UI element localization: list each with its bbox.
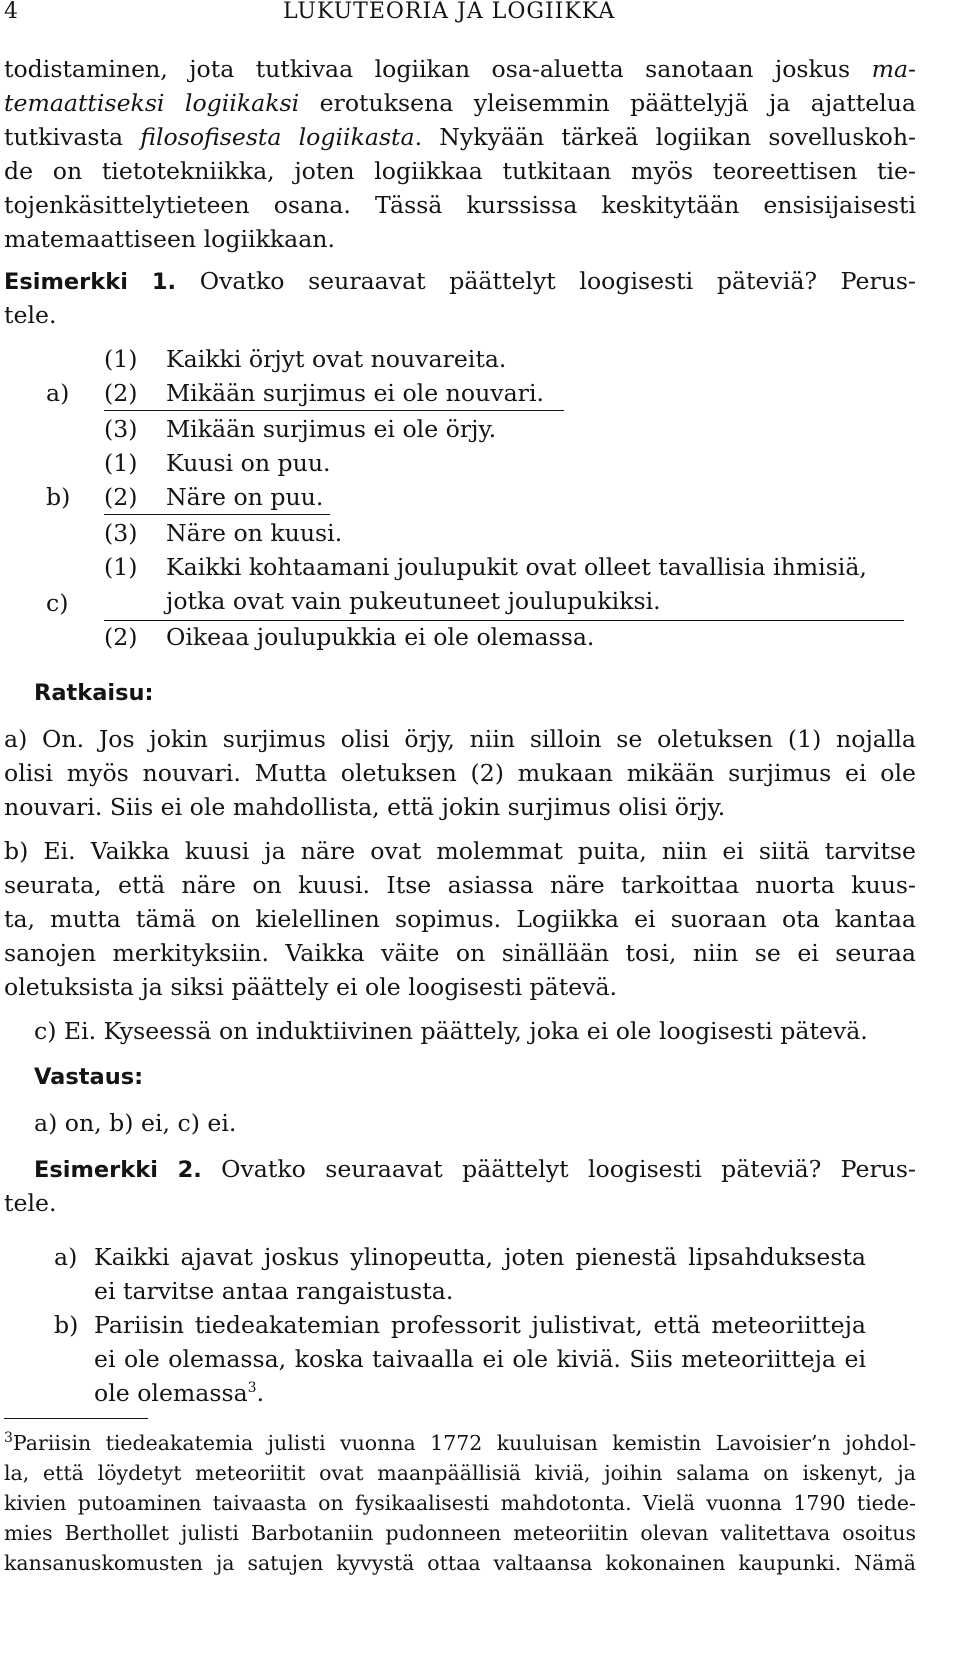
premise-number: (1)	[104, 345, 138, 373]
premise-text: Kaikki örjyt ovat nouvareita.	[166, 345, 507, 373]
page-number: 4	[4, 0, 18, 24]
solution-c: c) Ei. Kyseessä on induktiivinen päättely, joka ei ole loogisesti pätevä.	[34, 1017, 868, 1045]
premise-text: Mikään surjimus ei ole nouvari.	[166, 379, 544, 407]
example-label: Esimerkki 1.	[4, 269, 177, 295]
text-line: ta, mutta tämä on kielellinen sopimus. Logiikka ei suoraan ota kantaa	[4, 905, 916, 933]
conclusion-number: (3)	[104, 519, 138, 547]
running-title: LUKUTEORIA JA LOGIIKKA	[283, 0, 616, 24]
conclusion-text: Mikään surjimus ei ole örjy.	[166, 415, 497, 443]
text-line: tele.	[4, 301, 57, 329]
text-line: tele.	[4, 1189, 57, 1217]
conclusion-text: Oikeaa joulupukkia ei ole olemassa.	[166, 623, 595, 651]
conclusion-rule	[104, 514, 330, 515]
text-line: temaattiseksi logiikaksi erotuksena yleisemmin päättelyjä ja ajattelua	[4, 89, 916, 117]
item-label-b: b)	[54, 1311, 79, 1339]
text-line: sanojen merkityksiin. Vaikka väite on sinällään tosi, niin se ei seuraa	[4, 939, 916, 967]
answer-text: a) on, b) ei, c) ei.	[34, 1109, 237, 1137]
text-line: oletuksista ja siksi päättely ei ole loogisesti pätevä.	[4, 973, 618, 1001]
argument-label-b: b)	[46, 483, 71, 511]
text-line: ei tarvitse antaa rangaistusta.	[94, 1277, 454, 1305]
premise-text: Kuusi on puu.	[166, 449, 331, 477]
footnote-rule	[4, 1418, 148, 1419]
text-line: la, että löydetyt meteoriitit ovat maanpäällisiä kiviä, joihin salama on iskenyt, ja	[4, 1461, 916, 1485]
conclusion-text: Näre on kuusi.	[166, 519, 343, 547]
footnote-mark: 3	[4, 1430, 13, 1446]
text-line: mies Berthollet julisti Barbotaniin pudonneen meteoriitin olevan valitettava osoitus	[4, 1521, 916, 1545]
text-line: $^3$Pariisin tiedeakatemia julisti vuonna 1772 kuuluisan kemistin Lavoisier’n johdol-	[4, 1430, 916, 1455]
argument-label-a: a)	[46, 379, 70, 407]
text-line: Kaikki ajavat joskus ylinopeutta, joten pienestä lipsahduksesta	[94, 1243, 866, 1271]
premise-number: (2)	[104, 483, 138, 511]
text-line: kansanuskomusten ja satujen kyvystä ottaa valtaansa kokonainen kaupunki. Nämä	[4, 1551, 916, 1575]
example-1-heading: Esimerkki 1. Ovatko seuraavat päättelyt loogisesti päteviä? Perus-	[4, 267, 917, 295]
example-2-heading: Esimerkki 2. Ovatko seuraavat päättelyt loogisesti päteviä? Perus-	[34, 1155, 916, 1183]
footnote-reference[interactable]: 3	[247, 1380, 257, 1396]
text-line: Pariisin tiedeakatemian professorit julistivat, että meteoriitteja	[94, 1311, 866, 1339]
answer-heading: Vastaus:	[34, 1064, 144, 1090]
example-label: Esimerkki 2.	[34, 1157, 202, 1183]
text-line: matemaattiseen logiikkaan.	[4, 225, 335, 253]
text-line: a) On. Jos jokin surjimus olisi örjy, niin silloin se oletuksen (1) nojalla	[4, 725, 916, 753]
conclusion-number: (3)	[104, 415, 138, 443]
premise-text: Näre on puu.	[166, 483, 324, 511]
text-line: seurata, että näre on kuusi. Itse asiassa näre tarkoittaa nuorta kuus-	[4, 871, 916, 899]
text-line: ole olemassa$^3$.	[94, 1379, 265, 1407]
premise-text: jotka ovat vain pukeutuneet joulupukiksi.	[166, 587, 661, 615]
premise-number: (2)	[104, 379, 138, 407]
premise-number: (1)	[104, 449, 138, 477]
conclusion-number: (2)	[104, 623, 138, 651]
text-line: de on tietotekniikka, joten logiikkaa tutkitaan myös teoreettisen tie-	[4, 157, 916, 185]
item-label-a: a)	[54, 1243, 78, 1271]
text-line: tojenkäsittelytieteen osana. Tässä kurssissa keskitytään ensisijaisesti	[4, 191, 916, 219]
text-line: olisi myös nouvari. Mutta oletuksen (2) mukaan mikään surjimus ei ole	[4, 759, 916, 787]
solution-heading: Ratkaisu:	[34, 680, 154, 706]
text-line: nouvari. Siis ei ole mahdollista, että jokin surjimus olisi örjy.	[4, 793, 726, 821]
text-line: todistaminen, jota tutkivaa logiikan osa-aluetta sanotaan joskus ma-	[4, 55, 916, 83]
conclusion-rule	[104, 410, 564, 411]
premise-text: Kaikki kohtaamani joulupukit ovat olleet tavallisia ihmisiä,	[166, 553, 867, 581]
text-line: tutkivasta filosofisesta logiikasta. Nykyään tärkeä logiikan sovelluskoh-	[4, 123, 916, 151]
text-line: b) Ei. Vaikka kuusi ja näre ovat molemmat puita, niin ei siitä tarvitse	[4, 837, 916, 865]
text-line: ei ole olemassa, koska taivaalla ei ole kiviä. Siis meteoriitteja ei	[94, 1345, 866, 1373]
argument-label-c: c)	[46, 589, 69, 617]
premise-number: (1)	[104, 553, 138, 581]
text-line: kivien putoaminen taivaasta on fysikaalisesti mahdotonta. Vielä vuonna 1790 tiede-	[4, 1491, 916, 1515]
